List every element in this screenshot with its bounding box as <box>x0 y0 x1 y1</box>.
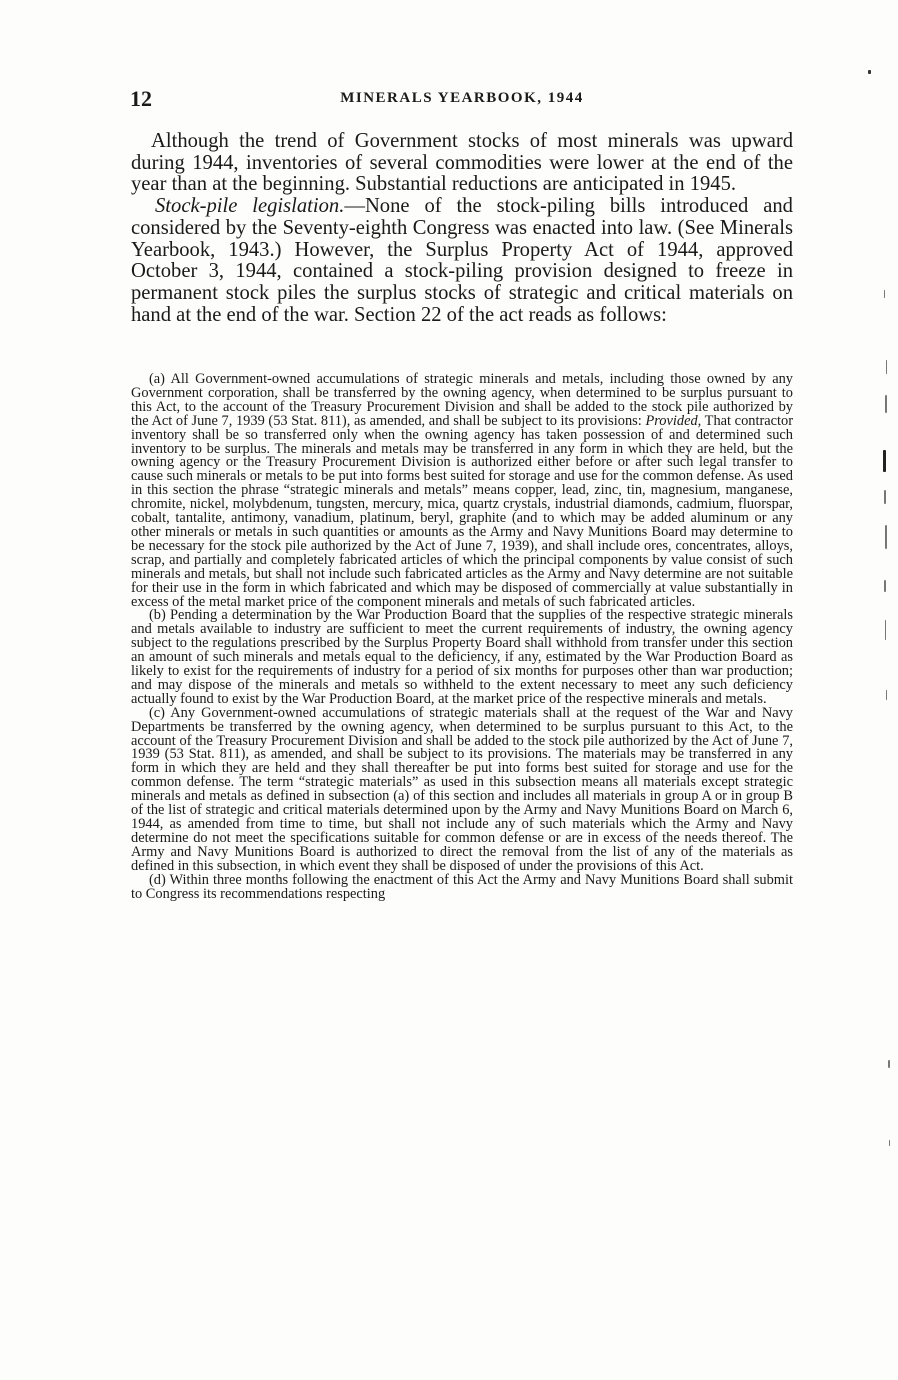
subsection-a-text-2: That contractor inventory shall be so transferred only when the owning agency has taken possession of and determined such inventory to be surplus. The minerals and metals may be transferred in any form in which they are held, but the owning agency or the Treasury Procurement Division is authorized either before or after such legal transfer to cause such minerals or metals to be put into forms best suited for storage and use for the common defense. As used in this section the phrase “strategic minerals and metals” means copper, lead, zinc, tin, magnesium, manganese, chromite, nickel, molybdenum, tungsten, mercury, mica, quartz crystals, industrial diamonds, cadmium, fluorspar, cobalt, tantalite, antimony, vanadium, platinum, beryl, graphite (and to which may be added aluminum or any other minerals or metals in such quantities or amounts as the Army and Navy Munitions Board may determine to be necessary for the stock pile authorized by the Act of June 7, 1939), and shall include ores, concentrates, alloys, scrap, and partially and completely fabricated articles of which the principal components by value consist of such minerals and metals, but shall not include such fabricated articles as the Army and Navy determine are not suitable for their use in the form in which fabricated and which may be disposed of commercially at value substantially in excess of the metal market price of the component minerals and metals of such fabricated articles. <box>131 412 794 610</box>
scan-speck <box>868 70 871 74</box>
scan-speck <box>886 690 887 700</box>
scan-speck <box>889 1140 890 1146</box>
page-header <box>130 86 794 114</box>
scan-speck <box>888 1060 890 1068</box>
provided-term: Provided, <box>645 412 702 429</box>
subsection-a <box>131 373 793 609</box>
quoted-section-22 <box>131 373 793 901</box>
subsection-b: (b) Pending a determination by the War Production Board that the supplies of the respective strategic minerals and metals available to industry are sufficient to meet the current requirements of industry, the owning agency subject to the regulations prescribed by the Surplus Property Board shall withhold from transfer under this section an amount of such minerals and metals equal to the deficiency, if any, estimated by the War Production Board as likely to exist for the requirements of industry for a period of six months for purposes other than war production; and may dispose of the minerals and metals so withheld to the extent necessary to meet any such deficiency actually found to exist by the War Production Board, at the market price of the respective minerals and metals. <box>131 607 793 707</box>
scan-speck <box>886 360 887 374</box>
subsection-d: (d) Within three months following the enactment of this Act the Army and Navy Munitions Board shall submit to Congress its recommendations respecting <box>131 871 793 902</box>
body-text <box>131 131 793 326</box>
paragraph-government-stocks: Although the trend of Government stocks of most minerals was upward during 1944, inventories of several commodities were lower at the end of the year than at the beginning. Substantial reductions are anticipated in 1945. <box>131 130 793 196</box>
scan-speck <box>884 580 886 592</box>
scan-speck <box>885 395 887 413</box>
subsection-c: (c) Any Government-owned accumulations of strategic materials shall at the request of the War and Navy Departments be transferred by the owning agency, when determined to be surplus pursuant to this Act, to the account of the Treasury Procurement Division and shall be added to the stock pile authorized by the Act of June 7, 1939 (53 Stat. 811), as amended, and shall be subject to its provisions. The materials may be transferred in any form in which they are held and they shall thereafter be put into forms best suited for storage and use for the common defense. The term “strategic materials” as used in this subsection means all materials except strategic minerals and metals as defined in subsection (a) of this section and includes all materials in group A or in group B of the list of strategic and critical materials determined upon by the Army and Navy Munitions Board on March 6, 1944, as amended from time to time, but shall not include any of such materials which the Army and Navy determine do not meet the specifications suitable for common defense or are in excess of the needs thereof. The Army and Navy Munitions Board is authorized to direct the removal from the list of any of the materials as defined in this subsection, in which event they shall be disposed of under the provisions of this Act. <box>131 704 793 874</box>
scan-speck <box>885 620 886 640</box>
running-title: MINERALS YEARBOOK, 1944 <box>340 90 584 106</box>
scan-speck <box>885 525 887 549</box>
paragraph-text: —None of the stock-piling bills introduced and considered by the Seventy-eighth Congress was enacted into law. (See Minerals Yearbook, 1943.) However, the Surplus Property Act of 1944, approved October 3, 1944, contained a stock-piling provision designed to freeze in permanent stock piles the surplus stocks of strategic and critical materials on hand at the end of the war. Section 22 of the act reads as follows: <box>131 195 793 326</box>
scan-edge-specks <box>858 0 898 1380</box>
scan-speck <box>884 490 886 504</box>
paragraph-stock-pile-legislation <box>131 196 793 326</box>
run-in-heading: Stock-pile legislation. <box>155 195 345 218</box>
page-number: 12 <box>130 86 152 111</box>
subsection-a-text-1: (a) All Government-owned accumulations of strategic minerals and metals, including those owned by any Government corporation, shall be transferred by the owning agency, when determined to be surplus pursuant to this Act, to the account of the Treasury Procurement Division and shall be added to the stock pile authorized by the Act of June 7, 1939 (53 Stat. 811), as amended, and shall be subject to its provisions: <box>131 371 793 429</box>
scan-speck <box>884 290 885 298</box>
scan-speck <box>883 450 886 472</box>
